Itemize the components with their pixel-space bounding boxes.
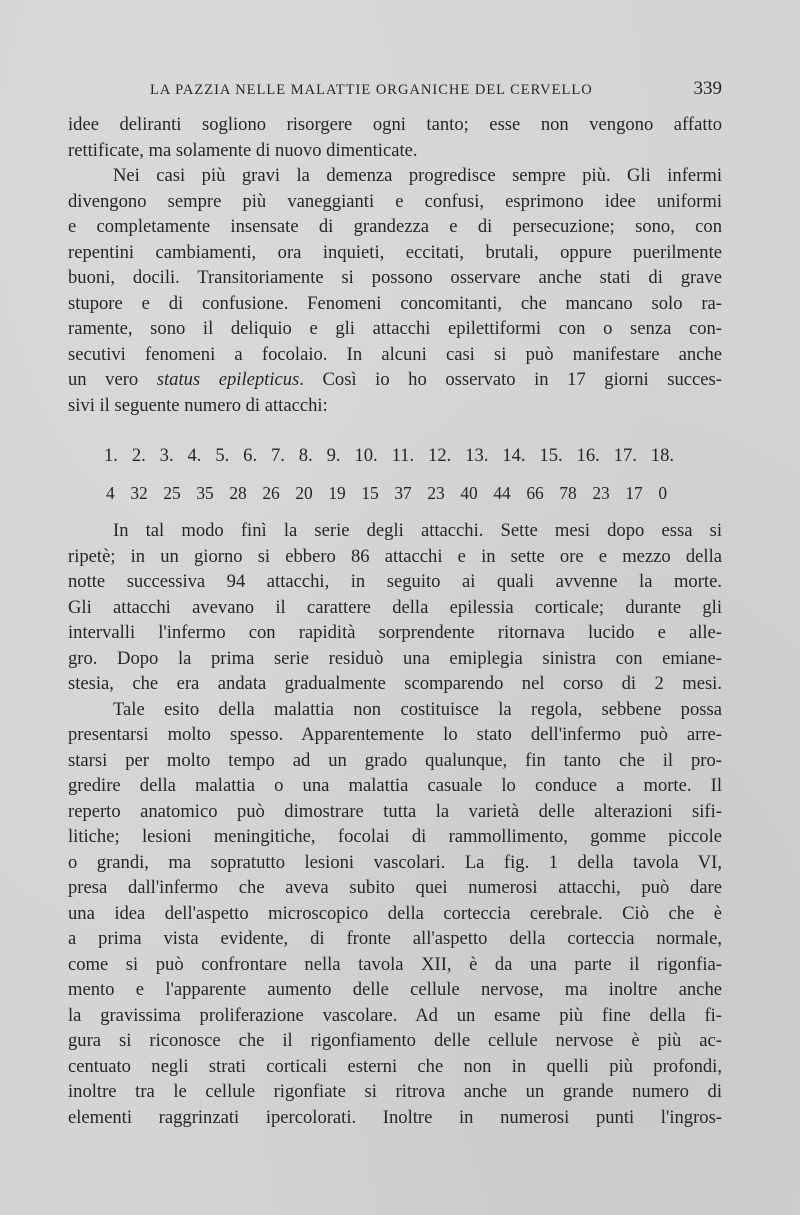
text-line: idee deliranti sogliono risorgere ogni tanto; esse non vengono affatto: [68, 114, 722, 135]
attack-count: 23: [427, 483, 445, 503]
text-line: starsi per molto tempo ad un grado qualunque, fin tanto che il pro-: [68, 749, 722, 771]
text-line: e completamente insensate di grandezza e di persecuzione; sono, con: [68, 216, 722, 237]
running-title: LA PAZZIA NELLE MALATTIE ORGANICHE DEL CERVELLO: [150, 82, 593, 98]
day-number: 17.: [613, 445, 637, 466]
attack-count: 40: [460, 483, 478, 503]
attack-count: 35: [196, 483, 214, 503]
text-line: ramente, sono il deliquio e gli attacchi epilettiformi con o senza con-: [68, 318, 722, 339]
text-span: un vero: [68, 369, 157, 390]
attack-count: 23: [592, 483, 610, 503]
day-number: 6.: [243, 445, 258, 466]
text-line: buoni, docili. Transitoriamente si possono osservare anche stati di grave: [68, 267, 722, 288]
text-line: centuato negli strati corticali esterni che non in quelli più profondi,: [68, 1055, 722, 1077]
text-line: a prima vista evidente, di fronte all'aspetto della corteccia normale,: [68, 928, 722, 949]
attack-count: 66: [526, 483, 544, 503]
text-line: repentini cambiamenti, ora inquieti, eccitati, brutali, oppure puerilmente: [68, 241, 722, 263]
attack-count: 19: [328, 483, 346, 503]
day-number: 7.: [270, 445, 285, 466]
attack-count: 0: [658, 483, 668, 503]
day-number: 10.: [354, 445, 378, 466]
text-line: Gli attacchi avevano il carattere della epilessia corticale; durante gli: [68, 596, 722, 618]
text-line: stesia, che era andata gradualmente scomparendo nel corso di 2 mesi.: [68, 673, 722, 694]
text-line: presentarsi molto spesso. Apparentemente lo stato dell'infermo può arre-: [68, 724, 722, 745]
attack-count: 37: [394, 483, 412, 503]
text-line: inoltre tra le cellule rigonfiate si ritrova anche un grande numero di: [68, 1081, 722, 1102]
day-number: 14.: [502, 445, 526, 466]
text-line: litiche; lesioni meningitiche, focolai di rammollimento, gomme piccole: [68, 826, 722, 847]
attack-count: 4: [106, 483, 115, 503]
day-number: 4.: [187, 445, 202, 466]
text-line: In tal modo finì la serie degli attacchi. Sette mesi dopo essa si: [113, 520, 722, 541]
day-number: 13.: [465, 445, 489, 466]
text-line: la gravissima proliferazione vascolare. Ad un esame più fine della fi-: [68, 1004, 722, 1026]
attack-count: 32: [130, 483, 148, 503]
attack-table-days-row: [104, 443, 674, 469]
body-text-lower: [68, 518, 722, 1130]
day-number: 3.: [159, 445, 174, 466]
text-line: elementi raggrinzati ipercolorati. Inoltre in numerosi punti l'ingros-: [68, 1106, 722, 1128]
text-line: come si può confrontare nella tavola XII, è da una parte il rigonfia-: [68, 953, 722, 975]
text-line: divengono sempre più vaneggianti e confusi, esprimono idee uniformi: [68, 190, 722, 212]
day-number: 9.: [326, 445, 341, 466]
text-line: secutivi fenomeni a focolaio. In alcuni casi si può manifestare anche: [68, 343, 722, 365]
text-line: sivi il seguente numero di attacchi:: [68, 394, 328, 416]
day-number: 16.: [576, 445, 600, 466]
attack-count: 15: [361, 483, 379, 503]
text-line: gura si riconosce che il rigonfiamento delle cellule nervose è più ac-: [68, 1030, 722, 1051]
day-number: 15.: [539, 445, 563, 466]
text-line: stupore e di confusione. Fenomeni concomitanti, che mancano solo ra-: [68, 292, 722, 314]
text-line: una idea dell'aspetto microscopico della corteccia cerebrale. Ciò che è: [68, 902, 722, 924]
text-line: gredire della malattia o una malattia casuale lo conduce a morte. Il: [68, 775, 722, 796]
attack-count: 78: [559, 483, 577, 503]
text-line: ripetè; in un giorno si ebbero 86 attacchi e in sette ore e mezzo della: [68, 545, 722, 567]
day-number: 18.: [650, 445, 675, 466]
attack-count: 20: [295, 483, 313, 503]
text-line: reperto anatomico può dimostrare tutta la varietà delle alterazioni sifi-: [68, 800, 722, 822]
text-span: . Così io ho osservato in 17 giorni succes-: [299, 369, 722, 390]
attack-count: 28: [229, 483, 247, 503]
text-line: presa dall'infermo che aveva subito quei numerosi attacchi, può dare: [68, 877, 722, 898]
attack-count: 26: [262, 483, 280, 503]
day-number: 1.: [104, 445, 118, 466]
day-number: 5.: [215, 445, 230, 466]
attack-table-counts-row: [106, 480, 667, 506]
text-line: rettificate, ma solamente di nuovo dimenticate.: [68, 139, 418, 161]
day-number: 2.: [131, 445, 146, 466]
attack-count: 17: [625, 483, 643, 503]
italic-term: status epilepticus: [156, 369, 300, 390]
text-line-with-italic: [68, 367, 722, 393]
text-line: gro. Dopo la prima serie residuò una emiplegia sinistra con emiane-: [68, 647, 722, 669]
page-number: 339: [693, 78, 722, 99]
running-head: [68, 80, 722, 100]
text-line: notte successiva 94 attacchi, in seguito ai quali avvenne la morte.: [68, 571, 722, 592]
body-text-upper: [68, 112, 722, 418]
attack-count: 44: [493, 483, 511, 503]
day-number: 12.: [428, 445, 452, 466]
day-number: 8.: [298, 445, 313, 466]
text-line: mento e l'apparente aumento delle cellule nervose, ma inoltre anche: [68, 979, 722, 1000]
text-line: o grandi, ma sopratutto lesioni vascolari. La fig. 1 della tavola VI,: [68, 851, 722, 873]
day-number: 11.: [391, 445, 415, 466]
text-line: intervalli l'infermo con rapidità sorprendente ritornava lucido e alle-: [68, 622, 722, 643]
text-line: Nei casi più gravi la demenza progredisce sempre più. Gli infermi: [113, 165, 722, 186]
attack-count: 25: [163, 483, 181, 503]
text-line: Tale esito della malattia non costituisce la regola, sebbene possa: [113, 698, 722, 720]
